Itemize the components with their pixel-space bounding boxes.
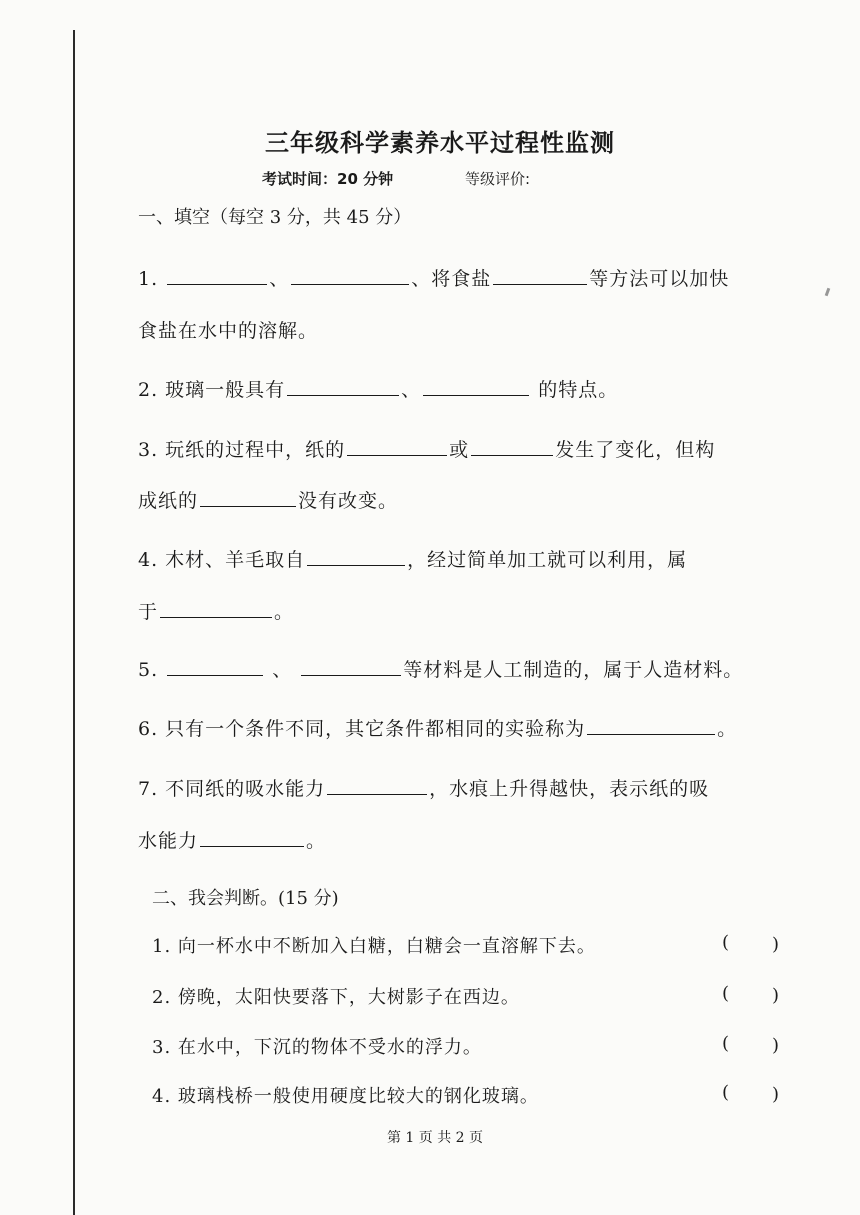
q2-tail: 的特点。 (538, 379, 619, 401)
grade-evaluation: 等级评价: (465, 170, 531, 188)
judge-3-paren-close: ) (772, 1035, 780, 1056)
question-5 (138, 655, 743, 682)
q3-separator: 或 (449, 439, 470, 461)
judge-item-4: 4. 玻璃栈桥一般使用硬度比较大的钢化玻璃。 (152, 1086, 539, 1107)
q4-lead: 4. 木材、羊毛取自 (138, 549, 306, 571)
q1-separator-2: 、将食盐 (411, 268, 492, 290)
page-footer: 第 1 页 共 2 页 (386, 1130, 484, 1146)
q7-blank-2[interactable] (200, 826, 304, 847)
judge-2-paren-close: ) (772, 985, 780, 1006)
q6-blank[interactable] (587, 714, 715, 735)
q7-line2-tail: 。 (306, 830, 327, 852)
question-7-line-2 (138, 826, 326, 853)
question-2 (138, 375, 618, 402)
judge-item-2: 2. 傍晚，太阳快要落下，大树影子在西边。 (152, 987, 520, 1008)
judge-3-paren-open[interactable]: ( (722, 1033, 730, 1054)
binding-margin-line (73, 30, 75, 1215)
q7-line2-lead: 水能力 (138, 830, 199, 852)
question-6 (138, 714, 737, 741)
q3-line2-tail: 没有改变。 (298, 490, 399, 512)
q5-separator: 、 (272, 659, 293, 681)
q1-separator-1: 、 (269, 268, 290, 290)
judge-item-3: 3. 在水中，下沉的物体不受水的浮力。 (152, 1037, 482, 1058)
q3-blank-3[interactable] (200, 486, 296, 507)
question-4-line-1 (138, 545, 687, 572)
q5-tail: 等材料是人工制造的，属于人造材料。 (403, 659, 744, 681)
q7-tail: ，水痕上升得越快，表示纸的吸 (429, 778, 710, 800)
q2-blank-2[interactable] (423, 375, 529, 396)
q5-number: 5. (138, 659, 159, 681)
question-4-line-2 (138, 597, 294, 624)
q2-lead: 2. 玻璃一般具有 (138, 379, 286, 401)
section1-heading: 一、填空（每空 3 分，共 45 分） (138, 207, 412, 228)
judge-1-paren-open[interactable]: ( (722, 932, 730, 953)
page-title: 三年级科学素养水平过程性监测 (265, 129, 615, 157)
judge-1-paren-close: ) (772, 934, 780, 955)
judge-item-1: 1. 向一杯水中不断加入白糖，白糖会一直溶解下去。 (152, 936, 596, 957)
question-1-line-2: 食盐在水中的溶解。 (138, 320, 319, 342)
q4-line2-lead: 于 (138, 601, 159, 623)
q1-number: 1. (138, 268, 159, 290)
section2-heading: 二、我会判断。(15 分) (152, 888, 339, 909)
q4-blank-2[interactable] (160, 597, 272, 618)
q4-blank-1[interactable] (307, 545, 405, 566)
q1-tail: 等方法可以加快 (589, 268, 730, 290)
q7-lead: 7. 不同纸的吸水能力 (138, 778, 326, 800)
q3-line2-lead: 成纸的 (138, 490, 199, 512)
question-3-line-2 (138, 486, 398, 513)
exam-time: 考试时间：20 分钟 (262, 170, 394, 188)
judge-4-paren-close: ) (772, 1084, 780, 1105)
q1-blank-3[interactable] (493, 264, 587, 285)
scan-smudge (825, 288, 831, 297)
question-1-line-1 (138, 264, 729, 291)
q3-blank-1[interactable] (347, 435, 447, 456)
q3-lead: 3. 玩纸的过程中，纸的 (138, 439, 346, 461)
question-7-line-1 (138, 774, 709, 801)
q3-blank-2[interactable] (471, 435, 553, 456)
judge-2-paren-open[interactable]: ( (722, 983, 730, 1004)
q2-separator: 、 (401, 379, 422, 401)
q4-tail: ，经过简单加工就可以利用，属 (407, 549, 688, 571)
judge-4-paren-open[interactable]: ( (722, 1082, 730, 1103)
q1-blank-2[interactable] (291, 264, 409, 285)
q6-tail: 。 (717, 718, 738, 740)
q1-blank-1[interactable] (167, 264, 267, 285)
q3-tail: 发生了变化，但构 (555, 439, 716, 461)
q4-line2-tail: 。 (274, 601, 295, 623)
q5-blank-2[interactable] (301, 655, 401, 676)
question-3-line-1 (138, 435, 715, 462)
q5-blank-1[interactable] (167, 655, 263, 676)
q2-blank-1[interactable] (287, 375, 399, 396)
q7-blank-1[interactable] (327, 774, 427, 795)
q6-text: 6. 只有一个条件不同，其它条件都相同的实验称为 (138, 718, 586, 740)
